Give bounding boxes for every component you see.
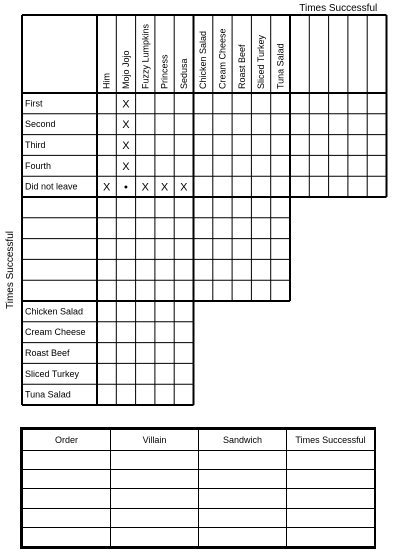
answer-cell[interactable] bbox=[23, 508, 111, 527]
order-row-label: Third bbox=[25, 140, 46, 150]
sandwich-column-label: Tuna Salad bbox=[275, 43, 286, 89]
answer-cell[interactable] bbox=[199, 470, 287, 489]
answer-cell[interactable] bbox=[111, 489, 199, 508]
answer-cell[interactable] bbox=[23, 527, 111, 546]
order-row-label: First bbox=[25, 98, 43, 109]
answer-row bbox=[23, 527, 375, 546]
answer-header-villain: Villain bbox=[111, 430, 199, 451]
villain-column-label: Fuzzy Lumpkins bbox=[140, 23, 151, 89]
answer-cell[interactable] bbox=[23, 451, 111, 470]
answer-cell[interactable] bbox=[287, 508, 375, 527]
sandwich-column-label: Sliced Turkey bbox=[256, 34, 267, 89]
answer-cell[interactable] bbox=[23, 470, 111, 489]
answer-cell[interactable] bbox=[23, 489, 111, 508]
grid-mark: X bbox=[141, 181, 149, 194]
times-successful-top-label: Times Successful bbox=[299, 3, 378, 14]
answer-cell[interactable] bbox=[199, 489, 287, 508]
answer-row bbox=[23, 470, 375, 489]
answer-cell[interactable] bbox=[111, 470, 199, 489]
villain-column-label: Sedusa bbox=[178, 58, 189, 89]
villain-column-label: Him bbox=[101, 73, 112, 89]
grid-mark: X bbox=[122, 98, 130, 111]
answer-cell[interactable] bbox=[111, 527, 199, 546]
order-row-label: Fourth bbox=[25, 160, 52, 171]
answer-cell[interactable] bbox=[287, 489, 375, 508]
sandwich-row-label: Cream Cheese bbox=[25, 327, 86, 338]
answer-table-body bbox=[23, 451, 375, 547]
times-successful-side-label: Times Successful bbox=[5, 231, 16, 309]
answer-header-sandwich: Sandwich bbox=[199, 430, 287, 451]
answer-cell[interactable] bbox=[111, 508, 199, 527]
order-row-label: Did not leave bbox=[25, 181, 78, 192]
answer-row bbox=[23, 489, 375, 508]
answer-header-order: Order bbox=[23, 430, 111, 451]
answer-cell[interactable] bbox=[287, 527, 375, 546]
sandwich-column-label: Cream Cheese bbox=[217, 28, 228, 89]
answer-cell[interactable] bbox=[287, 470, 375, 489]
answer-cell[interactable] bbox=[287, 451, 375, 470]
answer-table bbox=[20, 427, 376, 549]
answer-cell[interactable] bbox=[199, 527, 287, 546]
sandwich-row-label: Roast Beef bbox=[25, 348, 70, 358]
grid-mark: X bbox=[160, 181, 169, 194]
sandwich-row-label: Tuna Salad bbox=[25, 389, 71, 400]
sandwich-column-label: Roast Beef bbox=[236, 44, 247, 89]
order-row-label: Second bbox=[25, 119, 56, 130]
answer-row bbox=[23, 451, 375, 470]
answer-cell[interactable] bbox=[199, 451, 287, 470]
grid-mark: X bbox=[102, 181, 111, 194]
sandwich-row-label: Sliced Turkey bbox=[25, 368, 80, 379]
grid-mark: • bbox=[124, 181, 128, 194]
grid-mark: X bbox=[180, 181, 188, 194]
grid-mark: X bbox=[122, 119, 130, 132]
grid-mark: X bbox=[122, 160, 130, 173]
villain-column-label: Mojo Jojo bbox=[120, 50, 131, 89]
villain-column-label: Princess bbox=[159, 54, 170, 89]
answer-cell[interactable] bbox=[111, 451, 199, 470]
sandwich-row-label: Chicken Salad bbox=[25, 306, 84, 317]
grid-mark: X bbox=[122, 140, 130, 152]
sandwich-column-label: Chicken Salad bbox=[198, 30, 209, 89]
answer-cell[interactable] bbox=[199, 508, 287, 527]
answer-row bbox=[23, 508, 375, 527]
answer-header-times-successful: Times Successful bbox=[287, 430, 375, 451]
